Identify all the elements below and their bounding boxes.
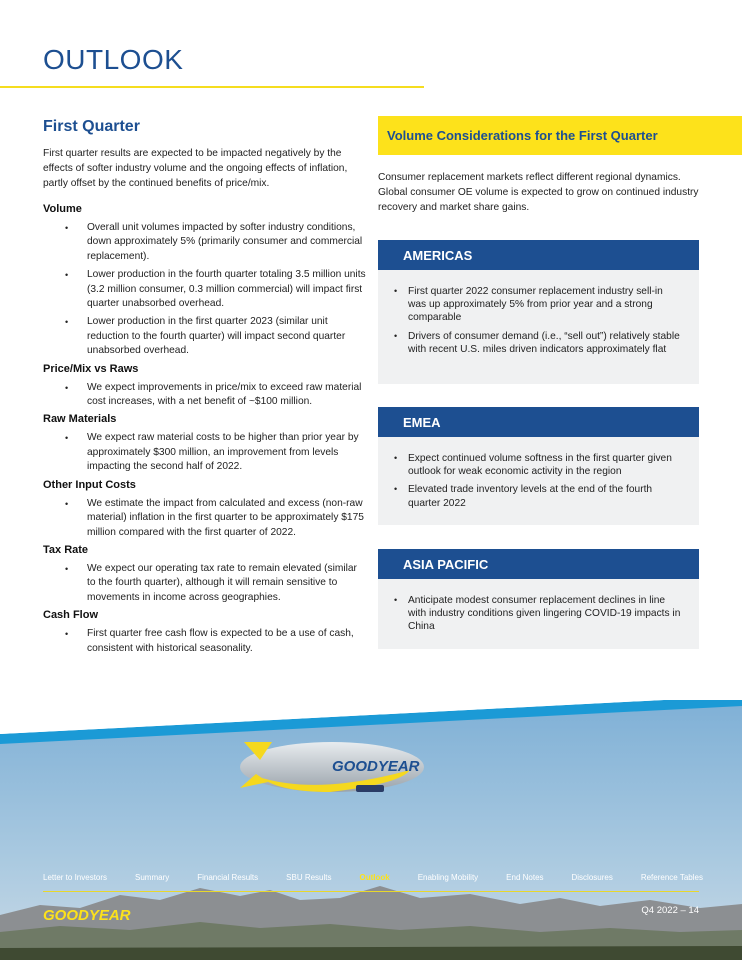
left-sections: [43, 203, 367, 656]
footer-nav-link[interactable]: Disclosures: [571, 873, 613, 882]
bullet-dot-icon: •: [394, 286, 398, 296]
region-bullet-text: Drivers of consumer demand (i.e., “sell out”) relatively stable with recent U.S. miles driven indicators approximately flat: [408, 330, 680, 355]
sub-heading: Cash Flow: [43, 609, 99, 622]
region-bullet-item: [392, 594, 681, 634]
bullet-item: [43, 431, 367, 474]
goodyear-logo[interactable]: [43, 905, 163, 930]
bullet-dot-icon: •: [394, 484, 398, 495]
bullet-dot-icon: •: [65, 433, 69, 444]
volume-intro: Consumer replacement markets reflect different regional dynamics. Global consumer OE volume is expected to grow on continued industry recovery and market share gains.: [378, 172, 699, 213]
blimp-logo-text: GOODYEAR: [332, 758, 420, 775]
bullet-text: We estimate the impact from calculated and excess (non-raw material) inflation in the first quarter to be approximately $175 million compared with the first quarter of 2022.: [87, 497, 364, 538]
goodyear-logo-graphic: [43, 905, 163, 925]
bullet-dot-icon: •: [65, 629, 69, 640]
region-bullet-text: Expect continued volume softness in the first quarter given outlook for weak economic activity in the region: [408, 453, 672, 478]
sub-heading: Tax Rate: [43, 543, 89, 556]
first-quarter-intro: First quarter results are expected to be impacted negatively by the effects of softer industry volume and the ongoing effects of inflation, partly offset by the continued benefits of price/mix.: [43, 148, 348, 189]
bullet-dot-icon: •: [394, 595, 398, 605]
bullet-item: [43, 268, 367, 311]
footer-nav-link[interactable]: Reference Tables: [640, 873, 703, 882]
region-asia-pacific-list: [378, 579, 699, 649]
bullet-item: [43, 562, 367, 605]
region-emea-list: [378, 437, 699, 525]
footer-nav-link[interactable]: SBU Results: [286, 873, 332, 882]
region-bullet-item: [392, 330, 681, 356]
bullet-dot-icon: •: [65, 382, 69, 393]
region-americas-header: AMERICAS: [378, 240, 699, 270]
bullet-item: [43, 221, 367, 264]
bullet-dot-icon: •: [65, 563, 69, 574]
first-quarter-heading: First Quarter: [43, 118, 140, 135]
bullet-dot-icon: •: [65, 223, 69, 233]
bullet-dot-icon: •: [65, 317, 69, 328]
footer-rule: [43, 891, 699, 892]
bullet-text: Lower production in the first quarter 2023 (similar unit reduction to the fourth quarter) will impact second quarter unabsorbed overhead.: [87, 316, 346, 357]
title-rule: [0, 86, 424, 88]
footer-navigation: [43, 873, 703, 882]
region-americas: [378, 240, 699, 384]
bullet-list: [43, 381, 367, 410]
page-title: OUTLOOK: [43, 44, 184, 75]
footer-nav-link[interactable]: End Notes: [506, 873, 544, 882]
footer-nav-link[interactable]: Outlook: [359, 873, 390, 882]
region-asia-pacific: [378, 549, 699, 649]
region-bullet-item: [392, 483, 681, 509]
bullet-list: [43, 221, 367, 359]
footer-nav-link[interactable]: Enabling Mobility: [417, 873, 479, 882]
footer-nav-link[interactable]: Letter to Investors: [43, 873, 108, 882]
bullet-list: [43, 497, 367, 540]
left-column: [43, 118, 367, 660]
bullet-dot-icon: •: [65, 498, 69, 509]
bullet-list: [43, 431, 367, 474]
region-asia-pacific-header: ASIA PACIFIC: [378, 549, 699, 579]
region-emea: [378, 407, 699, 525]
bullet-item: [43, 497, 367, 540]
bullet-item: [43, 381, 367, 410]
sub-heading: Price/Mix vs Raws: [43, 362, 139, 375]
bullet-item: [43, 627, 367, 656]
bullet-text: We expect improvements in price/mix to exceed raw material cost increases, with a net benefit of ~$100 million.: [87, 381, 362, 408]
blimp: [240, 742, 424, 792]
region-bullet-item: [392, 285, 681, 325]
bullet-dot-icon: •: [65, 270, 69, 281]
region-bullet-item: [392, 452, 681, 478]
bullet-text: We expect our operating tax rate to remain elevated (similar to the fourth quarter), although it will remain sensitive to movements in income across geographies.: [87, 562, 357, 603]
bullet-list: [43, 627, 367, 656]
bullet-dot-icon: •: [394, 453, 398, 463]
sub-heading: Raw Materials: [43, 413, 117, 426]
region-bullet-text: Elevated trade inventory levels at the end of the fourth quarter 2022: [408, 484, 653, 509]
bullet-text: Overall unit volumes impacted by softer industry conditions, down approximately 5% (primarily consumer and commercial replacement).: [87, 222, 363, 262]
bullet-list: [43, 562, 367, 605]
bullet-dot-icon: •: [394, 330, 398, 341]
sub-heading: Volume: [43, 203, 82, 215]
footer-nav-link[interactable]: Summary: [135, 873, 170, 882]
region-americas-list: [378, 270, 699, 371]
region-bullet-text: Anticipate modest consumer replacement declines in line with industry conditions given lingering COVID-19 impacts in China: [408, 595, 681, 633]
page-number: Q4 2022 – 14: [641, 905, 699, 916]
region-bullet-text: First quarter 2022 consumer replacement industry sell-in was up approximately 5% from prior year and a strong comparable: [408, 286, 663, 324]
footer-nav-link[interactable]: Financial Results: [197, 873, 259, 882]
bullet-text: First quarter free cash flow is expected to be a use of cash, consistent with historical seasonality.: [87, 628, 354, 654]
volume-banner-title: Volume Considerations for the First Quarter: [387, 128, 658, 143]
region-emea-header: EMEA: [378, 407, 699, 437]
bullet-text: We expect raw material costs to be higher than prior year by approximately $300 million, an improvement from levels impacting the second half of 2022.: [87, 432, 359, 473]
bullet-item: [43, 315, 367, 358]
goodyear-logo-text: GOODYEAR: [43, 907, 131, 924]
sub-heading: Other Input Costs: [43, 478, 136, 491]
bullet-text: Lower production in the fourth quarter totaling 3.5 million units (3.2 million consumer, 0.3 million commercial) will impact first quarter unabsorbed overhead.: [87, 269, 366, 310]
